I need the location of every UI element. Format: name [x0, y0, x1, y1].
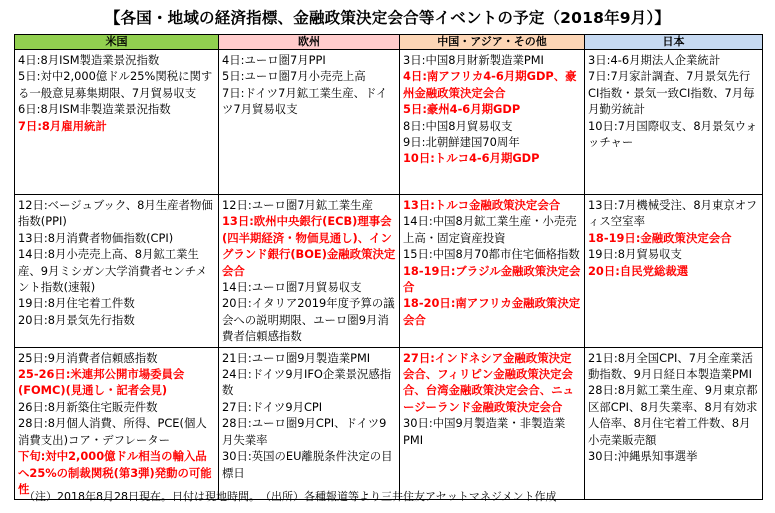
footnote: （注）2018年8月28日現在。日付は現地時間。 （出所）各種報道等より三井住友アセットマネジメント作成 [24, 490, 557, 503]
event-item: 4日:8月ISM製造業景況指数 [18, 53, 160, 67]
event-item: 21日:8月全国CPI、7月全産業活動指数、9月日経日本製造業PMI [588, 350, 753, 382]
event-item: 30日:英国のEU離脱条件決定の目標日 [222, 449, 393, 480]
week-row-1 [15, 50, 763, 195]
event-item: 5日:対中2,000億ドル25%関税に関する一般意見募集期限、7月貿易収支 [18, 69, 213, 100]
cell-us-week-1 [15, 50, 219, 195]
page-title: 【各国・地域の経済指標、金融政策決定会合等イベントの予定（2018年9月）】 [104, 9, 671, 27]
event-item: 7日:7月家計調査、7月景気先行CI指数・景気一致CI指数、7月毎月勤労統計 [588, 69, 755, 117]
cell-europe-week-3 [219, 347, 400, 500]
event-item: 14日:ユーロ圏7月貿易収支 [222, 280, 362, 295]
event-item: 9日:北朝鮮建国70周年 [403, 135, 520, 150]
event-item: 4日:ユーロ圏7月PPI [222, 53, 326, 67]
event-item: 25日:9月消費者信頼感指数 [18, 350, 158, 365]
event-item: 6日:8月ISM非製造業景況指数 [18, 102, 171, 117]
event-item: 26日:8月新築住宅販売件数 [18, 399, 158, 414]
event-item: 14日:8月小売売上高、8月鉱工業生産、9月ミシガン大学消費者センチメント指数(速報) [18, 247, 208, 295]
event-item: 30日:中国9月製造業・非製造業PMI [403, 416, 566, 447]
event-item: 27日:インドネシア金融政策決定会合、フィリピン金融政策決定会合、台湾金融政策決定会合、ニュージーランド金融政策決定会合 [403, 350, 574, 414]
event-item: 3日:4-6月期法人企業統計 [588, 53, 721, 67]
cell-us-week-2 [15, 195, 219, 348]
header-asia-other: 中国・アジア・その他 [400, 35, 585, 50]
event-item: 20日:イタリア2019年度予算の議会への説明期限、ユーロ圏9月消費者信頼感指数 [222, 296, 395, 344]
event-item: 24日:ドイツ9月IFO企業景況感指数 [222, 367, 392, 398]
event-item: 5日:ユーロ圏7月小売売上高 [222, 69, 366, 84]
event-item: 5日:豪州4-6月期GDP [403, 102, 521, 117]
event-item: 4日:南アフリカ4-6月期GDP、豪州金融政策決定会合 [403, 69, 577, 100]
event-item: 13日:欧州中央銀行(ECB)理事会(四半期経済・物価見通し)、イングランド銀行(BOE)金融政策決定会合 [222, 214, 396, 278]
header-japan: 日本 [585, 35, 763, 50]
event-item: 10日:7月国際収支、8月景気ウォッチャー [588, 118, 758, 150]
event-item: 19日:8月貿易収支 [588, 247, 682, 262]
event-schedule-table [14, 34, 763, 500]
event-item: 20日:自民党総裁選 [588, 263, 689, 278]
cell-asia-week-1 [400, 50, 585, 195]
event-item: 28日:8月個人消費、所得、PCE(個人消費支出)コア・デフレーター [18, 416, 207, 447]
cell-japan-week-3 [585, 347, 763, 500]
event-item: 20日:8月景気先行指数 [18, 312, 135, 327]
event-item: 15日:中国8月70都市住宅価格指数 [403, 247, 580, 262]
event-item: 下旬:対中2,000億ドル相当の輸入品へ25%の制裁関税(第3弾)発動の可能性 [18, 449, 212, 496]
event-item: 8日:中国8月貿易収支 [403, 118, 513, 133]
event-item: 12日:ベージュブック、8月生産者物価指数(PPI) [18, 198, 213, 229]
event-item: 12日:ユーロ圏7月鉱工業生産 [222, 198, 373, 212]
cell-asia-week-3 [400, 347, 585, 500]
event-item: 28日:8月鉱工業生産、9月東京都区部CPI、8月失業率、8月有効求人倍率、8月住宅着工件数、8月小売業販売額 [588, 383, 758, 447]
header-europe: 欧州 [219, 35, 400, 50]
header-us: 米国 [15, 35, 219, 50]
event-item: 28日:ユーロ圏9月CPI、ドイツ9月失業率 [222, 416, 387, 447]
cell-us-week-3 [15, 347, 219, 500]
event-item: 7日:ドイツ7月鉱工業生産、ドイツ7月貿易収支 [222, 85, 388, 117]
cell-europe-week-2 [219, 195, 400, 348]
cell-asia-week-2 [400, 195, 585, 348]
event-item: 25-26日:米連邦公開市場委員会(FOMC)(見通し・記者会見) [18, 367, 185, 398]
event-item: 18-19日:金融政策決定会合 [588, 230, 732, 245]
event-item: 18-20日:南アフリカ金融政策決定会合 [403, 296, 581, 327]
event-item: 3日:中国8月財新製造業PMI [403, 53, 544, 67]
cell-japan-week-1 [585, 50, 763, 195]
event-item: 13日:8月消費者物価指数(CPI) [18, 230, 174, 245]
event-item: 21日:ユーロ圏9月製造業PMI [222, 350, 371, 365]
event-item: 27日:ドイツ9月CPI [222, 399, 323, 414]
event-item: 19日:8月住宅着工件数 [18, 296, 135, 311]
event-item: 30日:沖縄県知事選挙 [588, 449, 698, 464]
cell-europe-week-1 [219, 50, 400, 195]
week-row-3 [15, 347, 763, 500]
event-item: 7日:8月雇用統計 [18, 118, 107, 133]
week-row-2 [15, 195, 763, 348]
event-item: 13日:7月機械受注、8月東京オフィス空室率 [588, 198, 758, 229]
event-item: 10日:トルコ4-6月期GDP [403, 151, 540, 166]
cell-japan-week-2 [585, 195, 763, 348]
event-item: 18-19日:ブラジル金融政策決定会合 [403, 263, 581, 295]
header-row [15, 35, 763, 50]
event-item: 14日:中国8月鉱工業生産・小売売上高・固定資産投資 [403, 214, 577, 245]
event-item: 13日:トルコ金融政策決定会合 [403, 198, 561, 212]
